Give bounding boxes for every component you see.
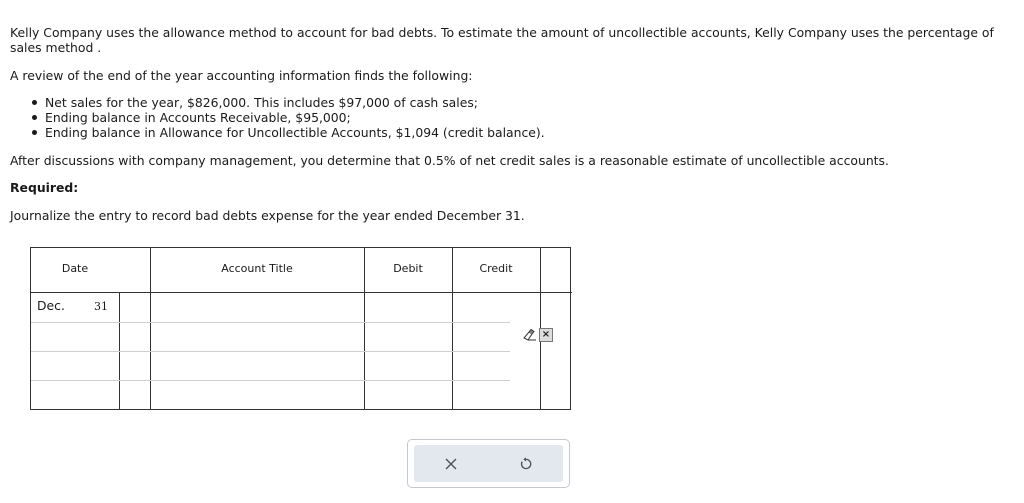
debit-input-row-2[interactable] (365, 323, 451, 350)
row-tools (523, 328, 553, 342)
date-header: Date (61, 262, 89, 275)
account-title-input-row-4[interactable] (151, 381, 363, 409)
fact-item: Ending balance in Accounts Receivable, $95,000; (28, 110, 545, 125)
account-title-input-row-2[interactable] (151, 323, 363, 350)
intro-text: Kelly Company uses the allowance method to account for bad debts. To estimate the amount of uncollectible accounts, Kelly Company uses the percentage of sales method . (10, 25, 994, 55)
close-x-icon[interactable]: × (539, 328, 553, 342)
instruction-text: Journalize the entry to record bad debts expense for the year ended December 31. (10, 208, 525, 223)
review-text: A review of the end of the year accounting information finds the following: (10, 68, 473, 83)
estimate-text: After discussions with company management, you determine that 0.5% of net credit sales is a reasonable estimate of uncollectible accounts. (10, 153, 889, 168)
reset-icon (519, 457, 533, 471)
credit-input-row-3[interactable] (453, 352, 539, 379)
entry-day: 31 (94, 300, 108, 313)
entry-month: Dec. (37, 298, 65, 313)
credit-input-row-1[interactable] (453, 293, 539, 321)
eraser-edit-icon[interactable] (523, 329, 537, 341)
account-title-input-row-1[interactable] (151, 293, 363, 321)
x-icon (445, 458, 457, 470)
reset-button[interactable] (514, 452, 538, 476)
cancel-button[interactable] (439, 452, 463, 476)
credit-header: Credit (479, 262, 513, 275)
debit-header: Debit (393, 262, 423, 275)
fact-item: Ending balance in Allowance for Uncollectible Accounts, $1,094 (credit balance). (28, 125, 545, 140)
action-bar (407, 439, 570, 488)
fact-item: Net sales for the year, $826,000. This includes $97,000 of cash sales; (28, 95, 545, 110)
account-title-input-row-3[interactable] (151, 352, 363, 379)
credit-input-row-4[interactable] (453, 381, 539, 409)
account-title-header: Account Title (221, 262, 293, 275)
facts-list (28, 95, 545, 140)
debit-input-row-3[interactable] (365, 352, 451, 379)
journal-table (30, 247, 571, 410)
debit-input-row-4[interactable] (365, 381, 451, 409)
required-heading: Required: (10, 180, 79, 195)
debit-input-row-1[interactable] (365, 293, 451, 321)
